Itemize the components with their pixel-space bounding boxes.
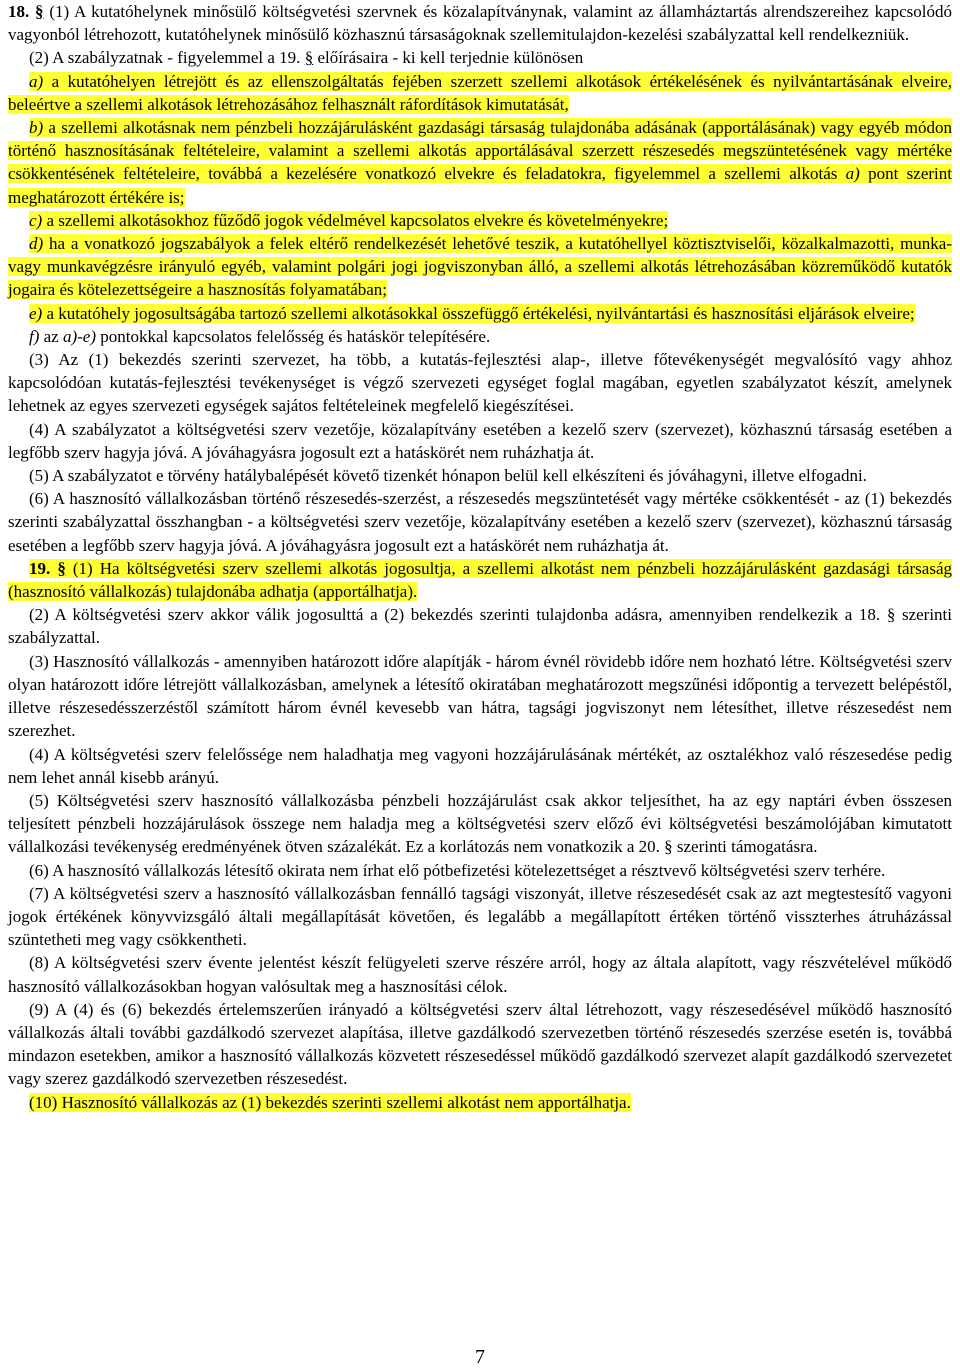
page-number: 7 — [475, 1346, 485, 1368]
s18-p2-section-sign: § — [304, 48, 314, 68]
s19-paragraph-10: (10) Hasznosító vállalkozás az (1) bekezdés szerinti szellemi alkotást nem apportálhatja. — [29, 1092, 631, 1112]
s19-paragraph-4: (4) A költségvetési szerv felelőssége nem haladhatja meg vagyoni hozzájárulásának mértékét, az osztalékhoz való részesedése pedig nem lehet annál kisebb arányú. — [8, 744, 952, 787]
s18-point-a: a) a kutatóhelyen létrejött és az ellenszolgáltatás fejében szerzett szellemi alkotások értékelésének és nyilvántartásának elveire, beleértve a szellemi alkotások létrehozásához felhasznált ráfordítások kimutatását, — [8, 71, 952, 114]
s18-number: 18. — [8, 2, 30, 21]
s18-paragraph-2: (2) A szabályzatnak - figyelemmel a 19. § előírásaira - ki kell terjednie különösen — [29, 48, 584, 68]
s18-paragraph-6: (6) A hasznosító vállalkozásban történő részesedés-szerzést, a részesedés megszüntetését vagy mértéke csökkentését - az (1) bekezdés szerinti szabályzattal összhangban - a költségvetési szerv vezetője, közalapítvány esetében a kezelő szerv (szervezet), közhasznú társaság esetében a legfőbb szerv hagyja jóvá. A jóváhagyásra jogosult ezt a hatáskörét nem ruházhatja át. — [8, 489, 952, 555]
s18-paragraph-3: (3) Az (1) bekezdés szerinti szervezet, ha több, a kutatás-fejlesztési alap-, illetve főtevékenységét megvalósító vagy ahhoz kapcsolódóan kutatás-fejlesztési tevékenységet is végző szervezeti egységet foglal magában, egyetlen szabályzatot készít, amelynek lehetnek az egyes szervezeti egységek sajátos feltételeinek megfelelő kiegészítései. — [8, 350, 952, 416]
s19-paragraph-6: (6) A hasznosító vállalkozás létesítő okirata nem írhat elő pótbefizetési kötelezettséget a résztvevő költségvetési szerv terhére. — [29, 860, 886, 880]
s18-paragraph-1 — [8, 0, 952, 46]
s18-section-sign: § — [35, 2, 44, 21]
s18-point-b: b) a szellemi alkotásnak nem pénzbeli hozzájárulásként gazdasági társaság tulajdonába adásának (apportálásának) vagy egyéb módon történő hasznosításának feltételeire, valamint a szellemi alkotás apportálásával szerzett részesedés megszüntetésének vagy mértéke csökkentésének feltételeire, továbbá a kezelésére vonatkozó elvekre és feladatokra, figyelemmel a szellemi alkotás a) pont szerint meghatározott értékére is; — [8, 118, 953, 207]
s19-paragraph-3: (3) Hasznosító vállalkozás - amennyiben határozott időre alapítják - három évnél rövidebb időre nem hozható létre. Költségvetési szerv olyan határozott időre létrejött vállalkozásban, amelynek a létesítő okiratában meghatározott megszűnési időpontig a tervezett belépéstől, illetve részesedésszerzéstől számított három évnél kevesebb van hátra, tagsági jogviszonyt nem létesíthet, illetve részesedést nem szerezhet. — [8, 651, 952, 741]
s18-paragraph-5: (5) A szabályzatot e törvény hatálybalépését követő tizenkét hónapon belül kell elkészíteni és jóváhagyni, illetve elfogadni. — [29, 466, 867, 486]
s18-point-e: e) a kutatóhely jogosultságába tartozó szellemi alkotásokkal összefüggő értékelési, nyilvántartási és hasznosítási eljárások elveire; — [29, 303, 915, 323]
s19-number: 19. — [29, 558, 51, 578]
s19-paragraph-8: (8) A költségvetési szerv évente jelentést készít felügyeleti szerve részére arról, hogy az általa alapított, vagy részvételével működő hasznosító vállalkozásokban hogyan valósultak meg a hasznosítási célok. — [8, 953, 952, 996]
s19-paragraph-1: 19. § (1) Ha költségvetési szerv szellemi alkotás jogosultja, a szellemi alkotást nem pénzbeli hozzájárulásként gazdasági társaság (hasznosító vállalkozás) tulajdonába adhatja (apportálhatja). — [8, 558, 952, 602]
s18-p1-text: (1) A kutatóhelynek minősülő költségvetési szervnek és közalapítványnak, valamint az államháztartás alrendszereihez kapcsolódó vagyonból létrehozott, kutatóhelynek minősülő közhasznú társaságoknak szellemitulajdon-kezelési szabályzattal kell rendelkezniük. — [8, 2, 953, 45]
s18-point-d: d) ha a vonatkozó jogszabályok a felek eltérő rendelkezését lehetővé teszik, a kutatóhellyel köztisztviselői, közalkalmazotti, munka- vagy munkavégzésre irányuló egyéb, valamint polgári jogi jogviszonyban álló, a szellemi alkotás létrehozásában közreműködő kutatók jogaira és kötelezettségeire a hasznosítás folyamatában; — [8, 234, 953, 300]
s18-point-f: f) az a)-e) pontokkal kapcsolatos felelősség és hatáskör telepítésére. — [29, 326, 491, 346]
s19-paragraph-7: (7) A költségvetési szerv a hasznosító vállalkozásban fennálló tagsági viszonyát, illetve részesedését csak az azt megtestesítő vagyoni jogok értékének könyvvizsgáló általi megállapítását követően, és legalább a megállapított értéken történő visszterhes átruházással szüntetheti meg vagy csökkentheti. — [8, 883, 952, 950]
s19-paragraph-2: (2) A költségvetési szerv akkor válik jogosulttá a (2) bekezdés szerinti tulajdonba adásra, amennyiben rendelkezik a 18. § szerinti szabályzattal. — [8, 605, 952, 648]
document-page — [8, 0, 952, 1114]
s19-paragraph-9: (9) A (4) és (6) bekezdés értelemszerűen irányadó a költségvetési szerv által létrehozott, vagy részesedésével működő hasznosító vállalkozás általi további gazdálkodó szervezet alapítása, illetve gazdálkodó szervezetben történő részesedés szerzése esetén is, továbbá mindazon esetekben, amikor a hasznosító vállalkozás közvetett részesedéssel működő gazdálkodó szervezet alapít gazdálkodó szervezetet vagy szerez gazdálkodó szervezetben részesedést. — [8, 999, 952, 1089]
s18-point-c: c) a szellemi alkotásokhoz fűződő jogok védelmével kapcsolatos elvekre és követelményekre; — [29, 210, 669, 230]
s19-paragraph-5: (5) Költségvetési szerv hasznosító vállalkozásba pénzbeli hozzájárulást csak akkor teljesíthet, ha az egy naptári évben összesen teljesített pénzbeli hozzájárulások összege nem haladja meg a költségvetési szerv előző évi költségvetési beszámolójában kimutatott vállalkozási tevékenység eredményének ötven százalékát. Ez a korlátozás nem vonatkozik a 20. § szerinti támogatásra. — [8, 790, 952, 857]
s18-paragraph-4: (4) A szabályzatot a költségvetési szerv vezetője, közalapítvány esetében a kezelő szerv (szervezet), közhasznú társaság esetében a legfőbb szerv hagyja jóvá. A jóváhagyásra jogosult ezt a hatáskörét nem ruházhatja át. — [8, 419, 952, 462]
s19-section-sign: § — [57, 558, 66, 578]
